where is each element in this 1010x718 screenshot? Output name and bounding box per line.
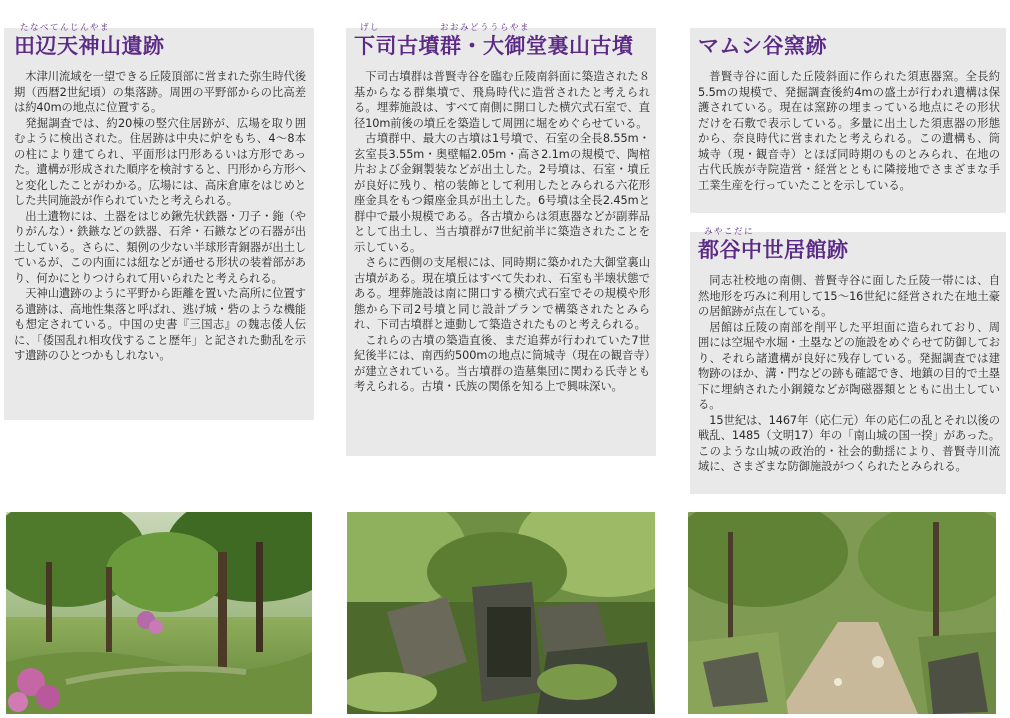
- paragraph: これらの古墳の築造直後、まだ追葬が行われていた7世紀後半には、南西約500mの地点に筒城寺（現在の観音寺）が建立されている。当古墳群の造墓集団に関わる氏寺とも考えられる。古墳・氏族の関係を知る上で興味深い。: [354, 333, 650, 393]
- photo-mamushi-path: [688, 512, 996, 714]
- paragraph: 普賢寺谷に面した丘陵斜面に作られた須恵器窯。全長約5.5mの規模で、発掘調査後約4mの盛土が行われ遺構は保護されている。現在は窯跡の埋まっている地点にその形状だけを石敷で表示している。多量に出土した須恵器の形態から、奈良時代に営まれたと考えられる。この遺構も、筒城寺（現・観音寺）とほぼ同時期のものとみられ、在地の古代氏族が寺院造営・経営とともに隣接地でさまざまな手工業生産を行っていたことを示している。: [698, 70, 1000, 192]
- section-tanabe: [14, 23, 306, 364]
- paragraph: 木津川流域を一望できる丘陵頂部に営まれた弥生時代後期（西暦2世紀頃）の集落跡。周囲の平野部からの比高差は約40mの地点に位置する。: [14, 70, 306, 114]
- photo-geshi-tomb: [347, 512, 655, 714]
- paragraph: 出土遺物には、土器をはじめ鍬先状鉄器・刀子・鉇（やりがんな）・鉄鏃などの鉄器、石斧・石鏃などの石器が出土している。さらに、類例の少ない半球形青銅器が出土しているが、この内面には紐などが通せる形状の装着部があり、何かにとりつけられて用いられたと考えられる。: [14, 209, 306, 285]
- section-ruby: みやこだに: [704, 227, 755, 237]
- paragraph: 発掘調査では、約20棟の竪穴住居跡が、広場を取り囲むように検出された。住居跡は中央に炉をもち、4～8本の柱により建てられ、平面形は円形あるいは方形であった。遺構が形成された順序を検討すると、円形から方形へと変化したことがわかる。広場には、高床倉庫をはじめとした共同施設が作られていたと考えられる。: [14, 116, 306, 207]
- section-ruby: たなべてんじんやま: [20, 23, 111, 33]
- paragraph: 下司古墳群は普賢寺谷を臨む丘陵南斜面に築造された８基からなる群集墳で、飛鳥時代に造営されたと考えられる。埋葬施設は、すべて南側に開口した横穴式石室で、直径10m前後の墳丘を築造して周囲に堀をめぐらせている。: [354, 70, 650, 130]
- section-title: 下司古墳群・大御堂裏山古墳: [354, 34, 634, 58]
- paragraph: 15世紀は、1467年（応仁元）年の応仁の乱とそれ以後の戦乱、1485（文明17）年の「南山城の国一揆」があった。このような山城の政治的・社会的動揺により、普賢寺川流域に、さまざまな防御施設がつくられたとみられる。: [698, 413, 1000, 473]
- paragraph: 同志社校地の南側、普賢寺谷に面した丘陵一帯には、自然地形を巧みに利用して15～16世紀に経営された在地土豪の居館跡が点在している。: [698, 274, 1000, 318]
- section-title: 都谷中世居館跡: [698, 238, 849, 262]
- photo-tanabe-forest: [6, 512, 312, 714]
- section-title: 田辺天神山遺跡: [14, 34, 165, 58]
- paragraph: さらに西側の支尾根には、同時期に築かれた大御堂裏山古墳がある。現在墳丘はすべて失われ、石室も半壊状態である。埋葬施設は南に開口する横穴式石室でその規模や形態から下司2号墳と同じ設計プランで構築されたとみられ、下司古墳群と連動して築造されたものと考えられる。: [354, 256, 650, 331]
- section-ruby: げし おおみどううらやま: [360, 23, 531, 33]
- paragraph: 天神山遺跡のように平野から距離を置いた高所に位置する遺跡は、高地性集落と呼ばれ、逃げ城・砦のような機能も想定されている。中国の史書『三国志』の魏志倭人伝に、「倭国乱れ相攻伐すること歴年」と記された動乱を示す遺跡のひとつかもしれない。: [14, 287, 306, 362]
- section-title: マムシ谷窯跡: [698, 34, 827, 58]
- paragraph: 居館は丘陵の南部を削平した平坦面に造られており、周囲には空堀や水堀・土塁などの施設をめぐらせて防御しており、それら諸遺構が良好に残存している。発掘調査では建物跡のほか、溝・門などの跡も確認でき、地鎮の目的で土塁下に埋納された小銅鏡などが陶磁器類とともに出土している。: [698, 320, 1000, 411]
- paragraph: 古墳群中、最大の古墳は1号墳で、石室の全長8.55m・玄室長3.55m・奥壁幅2.05m・高さ2.1mの規模で、陶棺片および金銅製装などが出土した。2号墳は、石室・墳丘が良好に残り、棺の装飾として利用したとみられる六花形座金具をもつ鐶座金具が出土した。6号墳は全長2.45mと群中で最小規模である。各古墳からは須恵器などが副葬品として出土し、当古墳群が7世紀前半に築造されたことを示している。: [354, 132, 650, 254]
- section-mamushi: [698, 33, 1000, 193]
- section-geshi: [354, 23, 650, 395]
- section-miyakodani: [698, 227, 1000, 475]
